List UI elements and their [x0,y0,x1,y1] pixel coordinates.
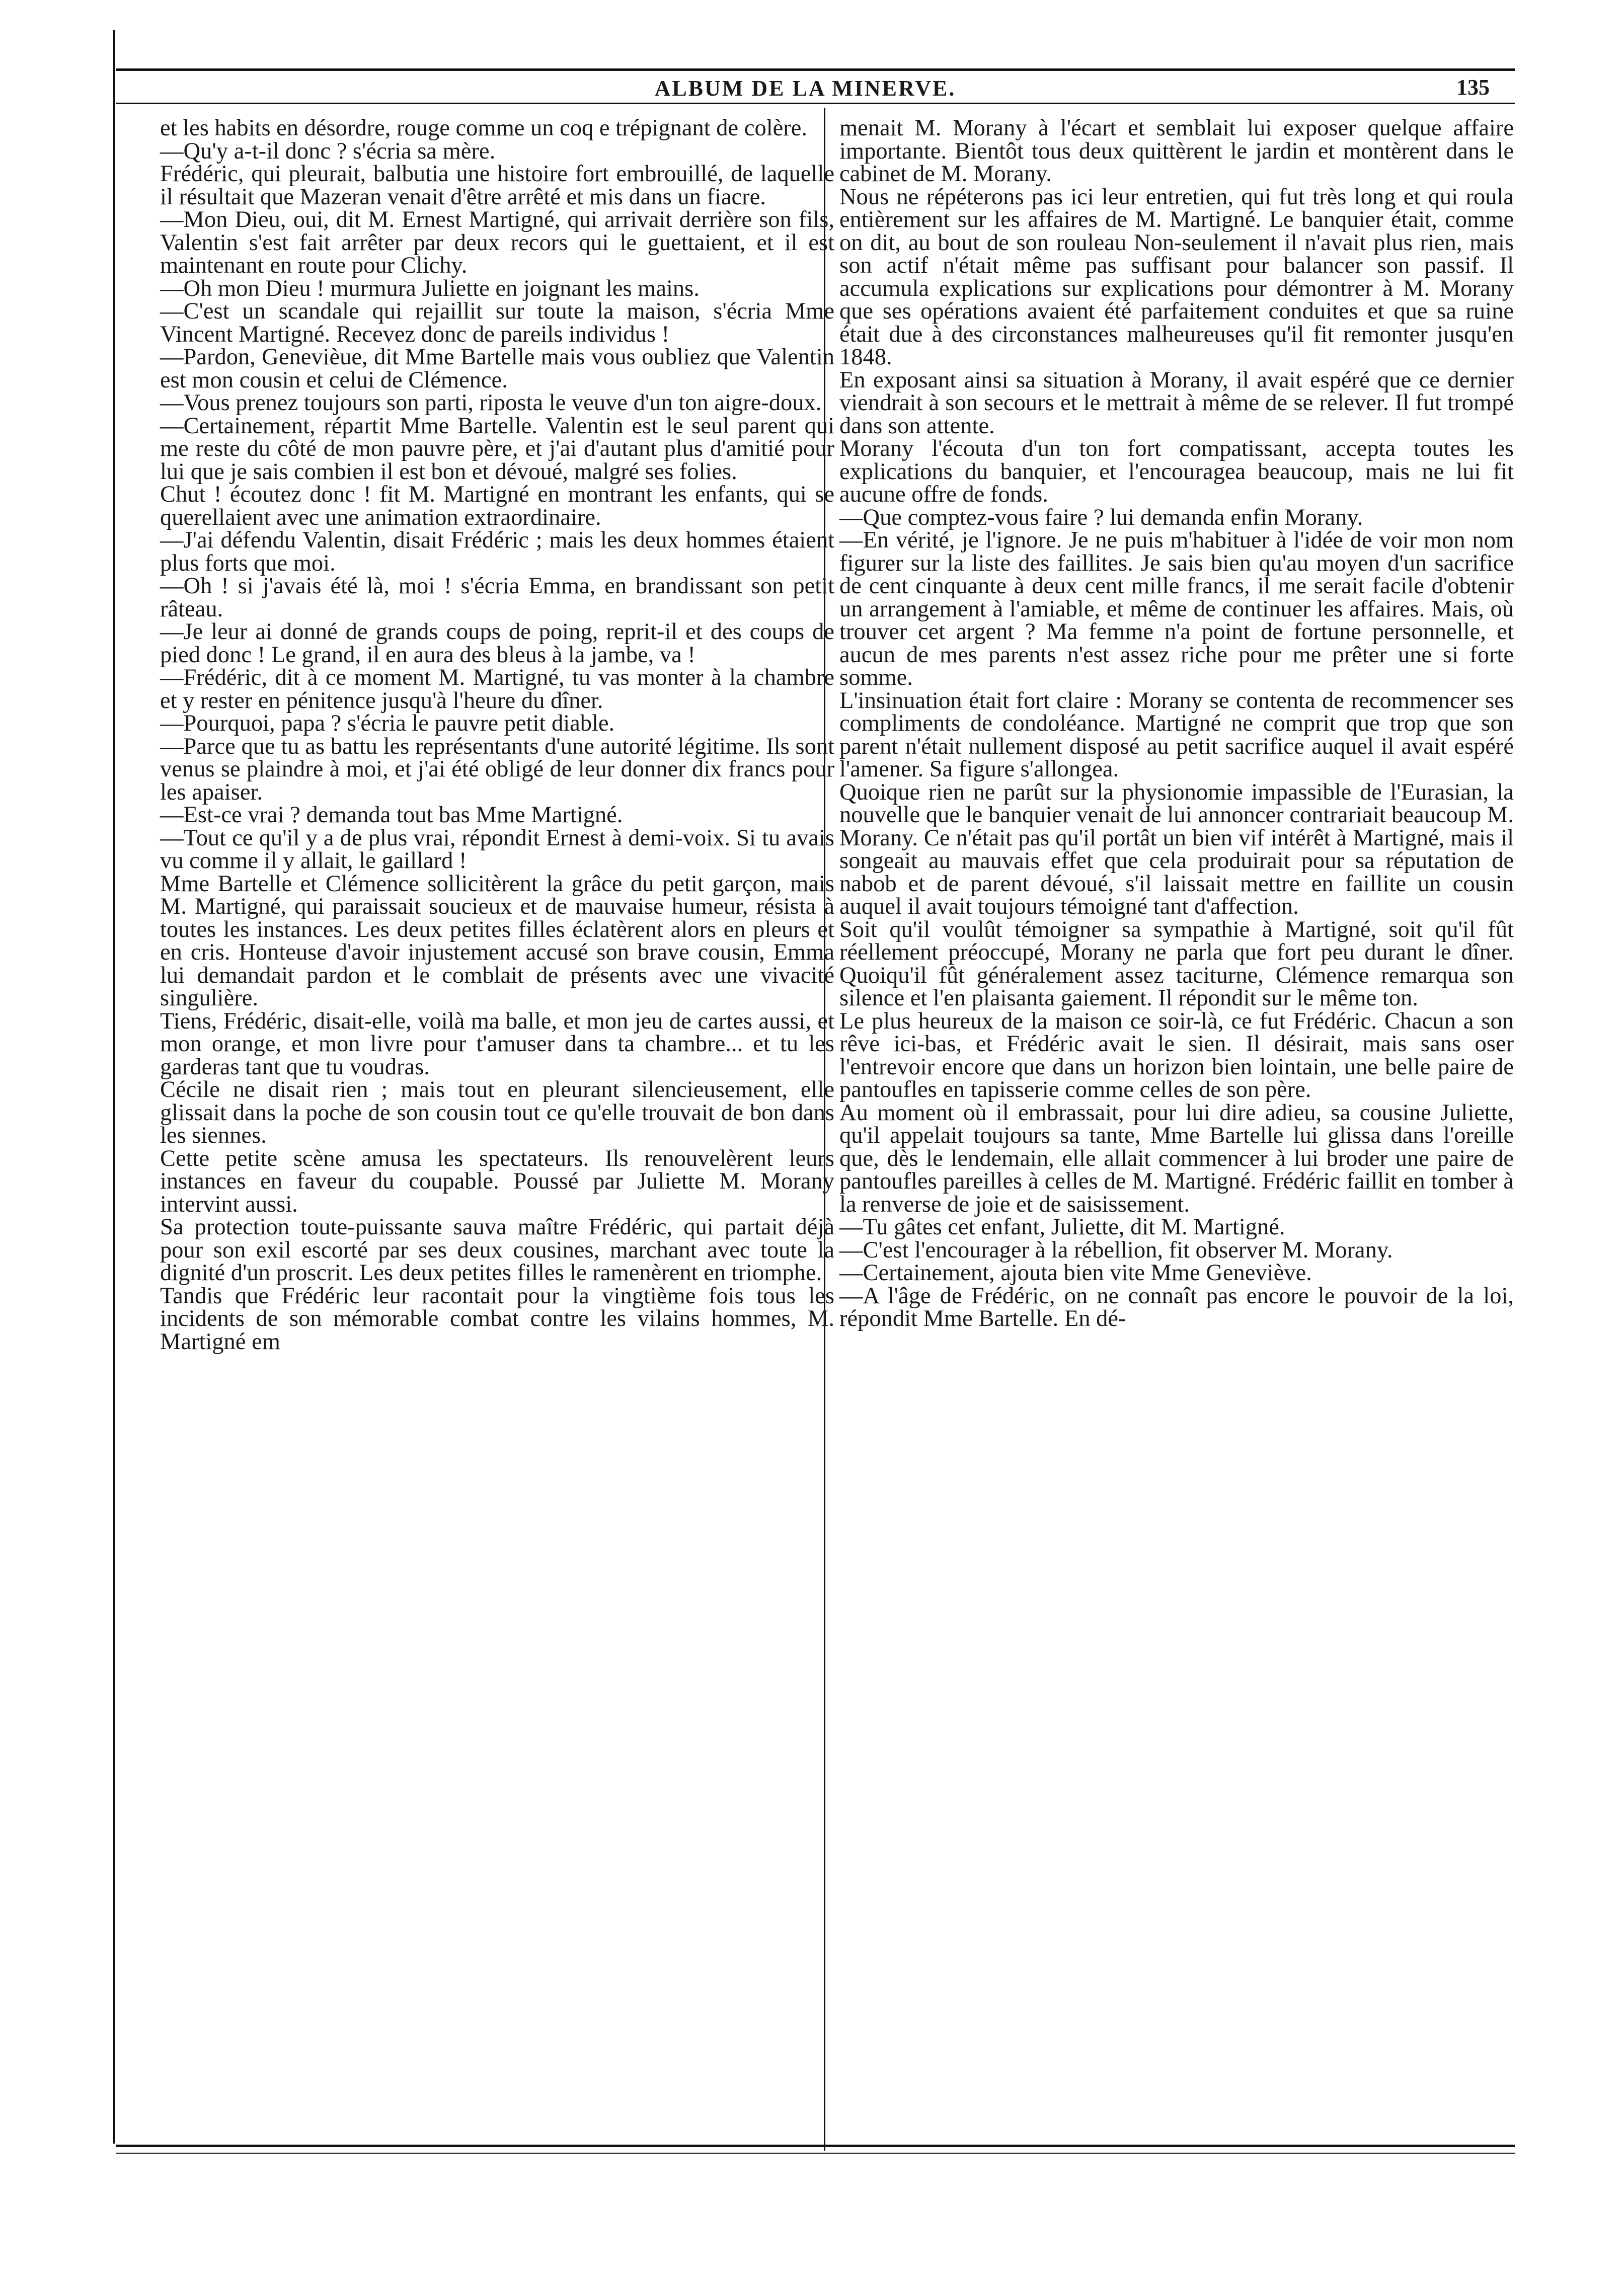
right-text-column [839,117,1514,1330]
paragraph: —Vous prenez toujours son parti, riposta le veuve d'un ton aigre-doux. [160,390,822,416]
paragraph: —Tu gâtes cet enfant, Juliette, dit M. Martigné. [839,1214,1285,1240]
paragraph: Frédéric, qui pleurait, balbutia une histoire fort embrouillé, de laquelle il résultait que Mazeran venait d'être arrêté et mis dans un fiacre. [160,161,834,210]
paragraph: Nous ne répéterons pas ici leur entretien, qui fut très long et qui roula entièrement sur les affaires de M. Martigné. Le banquier était, comme on dit, au bout de son rouleau Non-seulement il n'avait plus rien, mais son actif n'était même pas suffisant pour balancer son passif. Il accumula explications sur explications pour démontrer à M. Morany que ses opérations avaient été parfaitement conduites et que sa ruine était due à des circonstances malheureuses qu'il fit remonter jusqu'en 1848. [839,184,1514,370]
paragraph: Le plus heureux de la maison ce soir-là, ce fut Frédéric. Chacun a son rêve ici-bas, et Frédéric avait le sien. Il désirait, mais sans oser l'entrevoir encore que dans un horizon bien lointain, une belle paire de pantoufles en tapisserie comme celles de son père. [839,1008,1514,1102]
paragraph: —Certainement, répartit Mme Bartelle. Valentin est le seul parent qui me reste du côté de mon pauvre père, et j'ai d'autant plus d'amitié pour lui que je sais combien il est bon et dévoué, malgré ses folies. [160,413,834,485]
paragraph: —Mon Dieu, oui, dit M. Ernest Martigné, qui arrivait derrière son fils, Valentin s'est fait arrêter par deux recors qui le guettaient, et il est maintenant en route pour Clichy. [160,207,834,278]
paragraph: Au moment où il embrassait, pour lui dire adieu, sa cousine Juliette, qu'il appelait toujours sa tante, Mme Bartelle lui glissa dans l'oreille que, dès le lendemain, elle allait commencer à lui broder une paire de pantoufles pareilles à celles de M. Martigné. Frédéric faillit en tomber à la renverse de joie et de saisissement. [839,1099,1514,1217]
paragraph: —Qu'y a-t-il donc ? s'écria sa mère. [160,138,496,164]
page-number: 135 [1456,75,1490,100]
paragraph: —Parce que tu as battu les représentants d'une autorité légitime. Ils sont venus se plaindre à moi, et j'ai été obligé de leur donner dix francs pour les apaiser. [160,733,834,805]
paragraph: —Pourquoi, papa ? s'écria le pauvre petit diable. [160,711,615,736]
paragraph: —En vérité, je l'ignore. Je ne puis m'habituer à l'idée de voir mon nom figurer sur la liste des faillites. Je sais bien qu'au moyen d'un sacrifice de cent cinquante à deux cent mille francs, il me serait facile d'obtenir un arrangement à l'amiable, et même de continuer les affaires. Mais, où trouver cet argent ? Ma femme n'a point de fortune personnelle, et aucun de mes parents n'est assez riche pour me prêter une si forte somme. [839,527,1514,690]
paragraph: —Est-ce vrai ? demanda tout bas Mme Martigné. [160,802,623,828]
paragraph: —C'est un scandale qui rejaillit sur toute la maison, s'écria Mme Vincent Martigné. Recevez donc de pareils individus ! [160,298,834,347]
paragraph: —J'ai défendu Valentin, disait Frédéric ; mais les deux hommes étaient plus forts que moi. [160,527,834,576]
footer-rule [116,2145,1515,2147]
paragraph: Sa protection toute-puissante sauva maître Frédéric, qui partait déjà pour son exil escorté par ses deux cousines, marchant avec toute la dignité d'un proscrit. Les deux petites filles le ramenèrent en triomphe. [160,1214,834,1286]
paragraph: Tiens, Frédéric, disait-elle, voilà ma balle, et mon jeu de cartes aussi, et mon orange, et mon livre pour t'amuser dans ta chambre... et tu les garderas tant que tu voudras. [160,1008,834,1080]
paragraph: Mme Bartelle et Clémence sollicitèrent la grâce du petit garçon, mais M. Martigné, qui paraissait soucieux et de mauvaise humeur, résista à toutes les instances. Les deux petites filles éclatèrent alors en pleurs et en cris. Honteuse d'avoir injustement accusé son brave cousin, Emma lui demandait pardon et le comblait de présents avec une vivacité singulière. [160,871,834,1011]
left-border-rule [113,30,115,2144]
paragraph: Tandis que Frédéric leur racontait pour la vingtième fois tous les incidents de son mémorable combat contre les vilains hommes, M. Martigné em [160,1283,834,1355]
header-bottom-rule [116,103,1515,104]
paragraph: Cécile ne disait rien ; mais tout en pleurant silencieusement, elle glissait dans la poche de son cousin tout ce qu'elle trouvait de bon dans les siennes. [160,1077,834,1148]
header-top-rule [116,68,1515,71]
paragraph: —Que comptez-vous faire ? lui demanda enfin Morany. [839,504,1363,530]
paragraph: —C'est l'encourager à la rébellion, fit observer M. Morany. [839,1237,1393,1263]
running-header-title: ALBUM DE LA MINERVE. [654,76,956,101]
paragraph: Soit qu'il voulût témoigner sa sympathie à Martigné, soit qu'il fût réellement préoccupé, Morany ne parla que fort peu durant le dîner. Quoiqu'il fût généralement assez taciturne, Clémence remarqua son silence et l'en plaisanta gaiement. Il répondit sur le même ton. [839,916,1514,1011]
paragraph: —Frédéric, dit à ce moment M. Martigné, tu vas monter à la chambre et y rester en pénitence jusqu'à l'heure du dîner. [160,665,834,714]
paragraph: En exposant ainsi sa situation à Morany, il avait espéré que ce dernier viendrait à son secours et le mettrait à même de se relever. Il fut trompé dans son attente. [839,367,1514,439]
paragraph: —Je leur ai donné de grands coups de poing, reprit-il et des coups de pied donc ! Le grand, il en aura des bleus à la jambe, va ! [160,619,834,668]
paragraph: Cette petite scène amusa les spectateurs. Ils renouvelèrent leurs instances en faveur du coupable. Poussé par Juliette M. Morany intervint aussi. [160,1145,834,1217]
paragraph: Chut ! écoutez donc ! fit M. Martigné en montrant les enfants, qui se querellaient avec une animation extraordinaire. [160,482,834,530]
paragraph: Quoique rien ne parût sur la physionomie impassible de l'Eurasian, la nouvelle que le banquier venait de lui annoncer contrariait beaucoup M. Morany. Ce n'était pas qu'il portât un bien vif intérêt à Martigné, mais il songeait au mauvais effet que cela produirait pour sa réputation de nabob et de parent dévoué, s'il laissait mettre en faillite un cousin auquel il avait toujours témoigné tant d'affection. [839,779,1514,919]
paragraph: —Pardon, Genevièue, dit Mme Bartelle mais vous oubliez que Valentin est mon cousin et celui de Clémence. [160,344,834,393]
footer-rule-thin [116,2153,1515,2154]
paragraph: —Oh ! si j'avais été là, moi ! s'écria Emma, en brandissant son petit râteau. [160,573,834,622]
paragraph: et les habits en désordre, rouge comme un coq e trépignant de colère. [160,115,808,141]
paragraph: L'insinuation était fort claire : Morany se contenta de recommencer ses compliments de condoléance. Martigné ne comprit que trop que son parent n'était nullement disposé au petit sacrifice auquel il avait espéré l'amener. Sa figure s'allongea. [839,687,1514,782]
paragraph: Morany l'écouta d'un ton fort compatissant, accepta toutes les explications du banquier, et l'encouragea beaucoup, mais ne lui fit aucune offre de fonds. [839,436,1514,507]
paragraph: —Tout ce qu'il y a de plus vrai, répondit Ernest à demi-voix. Si tu avais vu comme il y allait, le gaillard ! [160,825,834,874]
paragraph: —Certainement, ajouta bien vite Mme Geneviève. [839,1260,1312,1286]
left-text-column [160,117,834,1353]
paragraph: menait M. Morany à l'écart et semblait lui exposer quelque affaire importante. Bientôt tous deux quittèrent le jardin et montèrent dans le cabinet de M. Morany. [839,115,1514,187]
paragraph: —A l'âge de Frédéric, on ne connaît pas encore le pouvoir de la loi, répondit Mme Bartelle. En dé- [839,1283,1514,1331]
paragraph: —Oh mon Dieu ! murmura Juliette en joignant les mains. [160,275,700,301]
